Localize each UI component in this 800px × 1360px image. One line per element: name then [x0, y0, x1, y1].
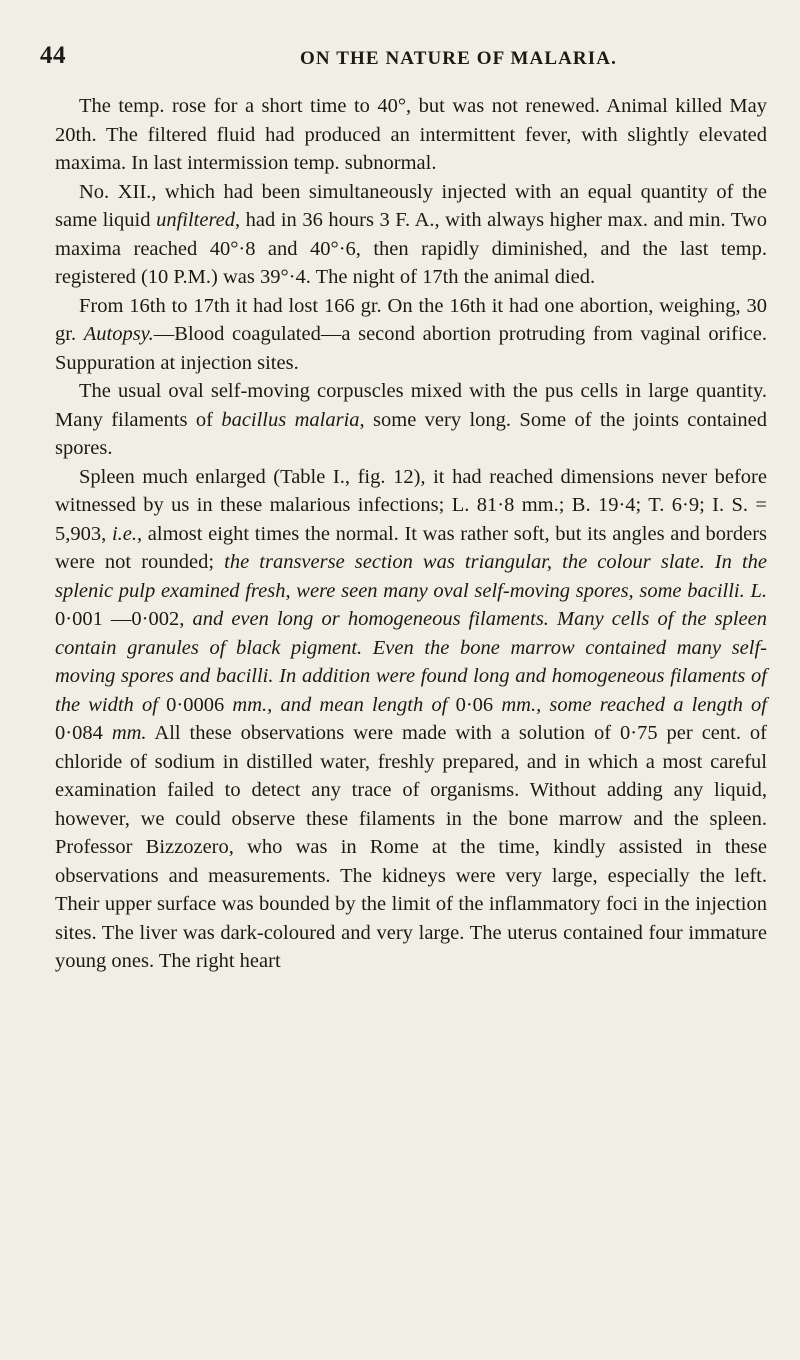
page-number: 44 — [40, 42, 66, 69]
text-run: Spleen much enlarged (Table I., fig. 12), it had reached dimensions never before witnessed by us in these malarious infections; L. 81·8 mm.; B. 19·4; T. 6·9; I. S. = 5,903, — [55, 465, 767, 545]
italic-text-run: mm., and mean length of — [232, 693, 448, 716]
italic-text-run: mm. — [111, 722, 147, 744]
running-title: ON THE NATURE OF MALARIA. — [300, 48, 617, 69]
body-text — [55, 92, 767, 976]
paragraph — [55, 92, 767, 178]
text-run: , had in 36 hours 3 F. A., with always higher max. and min. Two maxima reached 40°·8 and 40°·6, then rapidly diminished, and the last temp. registered (10 P.M.) was 39°·4. The night of 17th the animal died. — [55, 209, 767, 288]
italic-text-run: i.e. — [111, 522, 137, 545]
italic-text-run: Autopsy. — [83, 323, 154, 345]
text-run: 0·001 —0·002, — [55, 608, 193, 630]
italic-text-run: unfiltered — [156, 209, 236, 231]
italic-text-run: and even long or homogeneous filaments. Many cells of the spleen contain granules of black pigment. Even the bone marrow contained many self-moving spores and bacilli. In addition were found long and homogeneous filaments of the width of — [55, 608, 767, 716]
text-run: All these observations were made with a solution of 0·75 per cent. of chloride of sodium in distilled water, freshly prepared, and in which a most careful examination failed to detect any trace of organisms. Without adding any liquid, however, we could observe these filaments in the bone marrow and the spleen. Professor Bizzozero, who was in Rome at the time, kindly assisted in these observations and measurements. The kidneys were very large, especially the left. Their upper surface was bounded by the limit of the inflammatory foci in the injection sites. The liver was dark-coloured and very large. The uterus contained four immature young ones. The right heart — [55, 722, 768, 972]
text-run: No. XII., which had been simultaneously injected with an equal quantity of the same liquid — [55, 180, 767, 231]
italic-text-run: mm., some reached a length of — [501, 693, 768, 716]
text-run: The usual oval self-moving corpuscles mixed with the pus cells in large quantity. Many filaments of — [55, 380, 767, 431]
paragraph — [55, 178, 767, 292]
paragraph — [55, 377, 767, 463]
text-run: 0·084 — [55, 722, 112, 744]
text-run: 0·06 — [447, 693, 502, 716]
paragraph — [55, 292, 767, 378]
italic-text-run: bacillus malaria — [221, 408, 360, 431]
text-run: —Blood coagulated—a second abortion protruding from vaginal orifice. Suppuration at injection sites. — [55, 323, 767, 374]
text-run: From 16th to 17th it had lost 166 gr. On the 16th it had one abortion, weighing, 30 gr. — [55, 294, 767, 345]
text-run: , almost eight times the normal. It was rather soft, but its angles and borders were not rounded; — [55, 522, 767, 573]
paragraph — [55, 463, 767, 976]
text-run: , some very long. Some of the joints contained spores. — [55, 408, 767, 459]
text-run: 0·0006 — [157, 693, 233, 716]
italic-text-run: the transverse section was triangular, the colour slate. In the splenic pulp examined fresh, were seen many oval self-moving spores, some bacilli. L. — [55, 551, 767, 602]
text-run: The temp. rose for a short time to 40°, but was not renewed. Animal killed May 20th. The filtered fluid had produced an intermittent fever, with slightly elevated maxima. In last intermission temp. subnormal. — [55, 95, 767, 174]
